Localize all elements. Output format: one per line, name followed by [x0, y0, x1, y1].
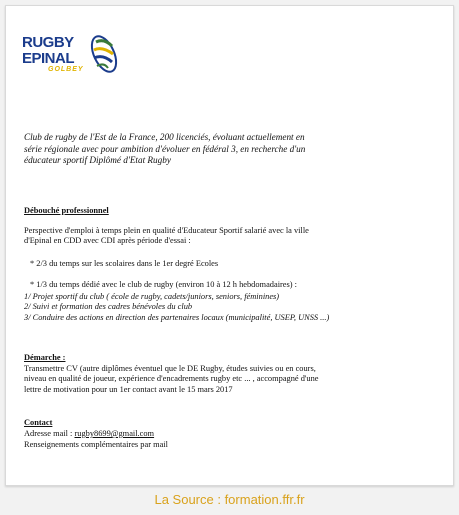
demarche-line: Transmettre CV (autre diplômes éventuel que le DE Rugby, études suivies ou en cours,	[24, 364, 316, 373]
list-item: 2/ Suivi et formation des cadres bénévoles du club	[24, 302, 193, 312]
logo-text-epinal: EPINAL	[22, 50, 75, 67]
contact-mail-line	[24, 429, 154, 439]
rugby-ball-icon	[86, 32, 122, 76]
intro-line: série régionale avec pour ambition d'évoluer en fédéral 3, en recherche d'un	[24, 143, 306, 154]
heading-demarche: Démarche :	[24, 353, 66, 362]
job-paragraph	[24, 226, 309, 247]
club-logo	[22, 32, 122, 78]
job-line: Perspective d'emploi à temps plein en qualité d'Educateur Sportif salarié avec la ville	[24, 226, 309, 235]
list-item: 1/ Projet sportif du club ( école de rugby, cadets/juniors, seniors, féminines)	[24, 292, 280, 301]
mail-label: Adresse mail :	[24, 429, 75, 438]
contact-info: Renseignements complémentaires par mail	[24, 440, 168, 449]
demarche-line: niveau en qualité de joueur, expérience d'encadrements rugby etc ... , accompagné d'une	[24, 374, 319, 384]
source-caption: La Source : formation.ffr.fr	[154, 492, 305, 507]
demarche-line: lettre de motivation pour un 1er contact avant le 15 mars 2017	[24, 384, 233, 394]
list-item: 3/ Conduire des actions en direction des partenaires locaux (municipalité, USEP, UNSS ...)	[24, 312, 330, 322]
email-link[interactable]: rugby8699@gmail.com	[74, 429, 155, 438]
intro-paragraph	[24, 132, 305, 167]
heading-debouche: Débouché professionnel	[24, 206, 109, 215]
club-tasks-list	[24, 292, 329, 323]
job-line: d'Epinal en CDD avec CDI après période d'essai :	[24, 236, 191, 246]
logo-text-golbey: GOLBEY	[48, 66, 84, 73]
logo-text-rugby: RUGBY	[22, 34, 74, 51]
bullet-club: * 1/3 du temps dédié avec le club de rugby (environ 10 à 12 h hebdomadaires) :	[30, 280, 297, 289]
intro-line: éducateur sportif Diplômé d'Etat Rugby	[24, 155, 171, 166]
intro-line: Club de rugby de l'Est de la France, 200 licenciés, évoluant actuellement en	[24, 132, 305, 142]
demarche-paragraph	[24, 364, 319, 395]
bullet-scolaires: * 2/3 du temps sur les scolaires dans le 1er degré Ecoles	[30, 259, 219, 268]
heading-contact: Contact	[24, 418, 53, 427]
